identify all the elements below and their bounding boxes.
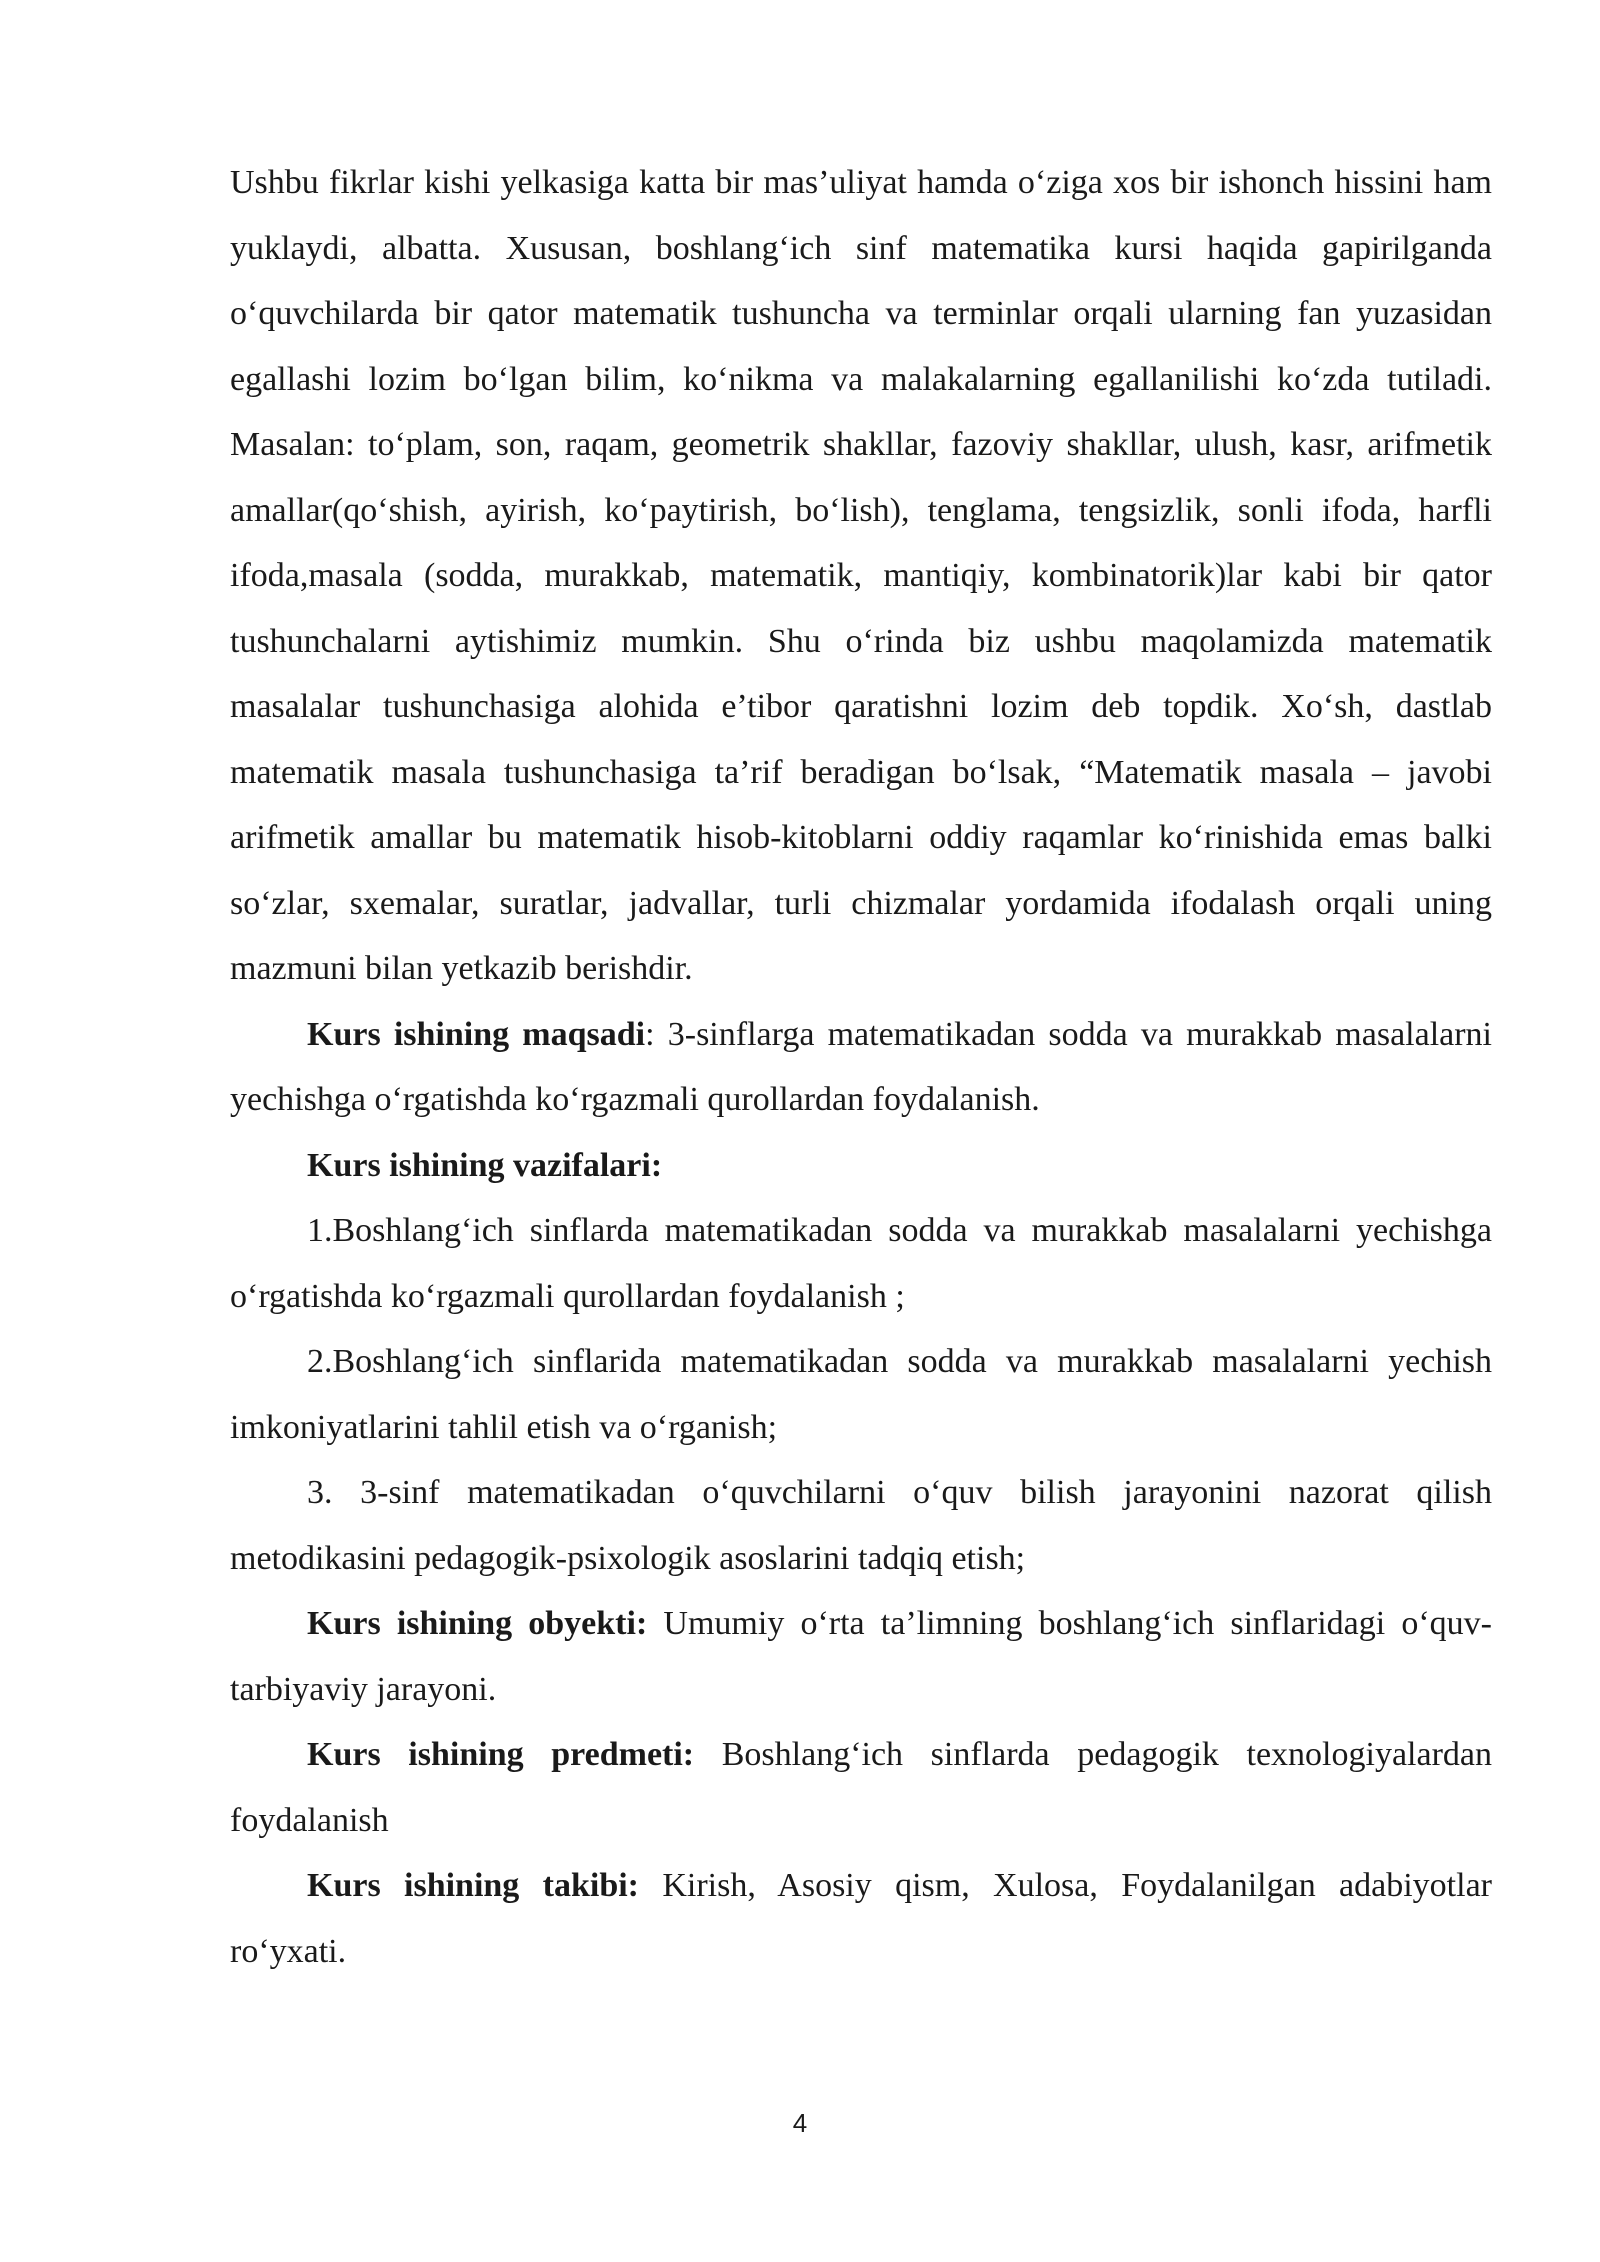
object-label: Kurs ishining obyekti: bbox=[307, 1605, 648, 1642]
structure-text: Kirish, Asosiy qism, Xulosa, Foydalanilgan adabiyotlar ro‘yxati. bbox=[230, 1867, 1492, 1970]
goal-paragraph bbox=[230, 1002, 1492, 1133]
tasks-heading-paragraph bbox=[230, 1133, 1492, 1199]
subject-text: Boshlang‘ich sinflarda pedagogik texnologiyalardan foydalanish bbox=[230, 1736, 1492, 1839]
goal-text: : 3-sinflarga matematikadan sodda va murakkab masalalarni yechishga o‘rgatishda ko‘rgazmali qurollardan foydalanish. bbox=[230, 1015, 1493, 1118]
intro-paragraph: Ushbu fikrlar kishi yelkasiga katta bir mas’uliyat hamda o‘ziga xos bir ishonch hissini ham yuklaydi, albatta. Xususan, boshlang‘ich sinf matematika kursi haqida gapirilganda o‘quvchilarda bir qator matematik tushuncha va terminlar orqali ularning fan yuzasidan egallashi lozim bo‘lgan bilim, ko‘nikma va malakalarning egallanilishi ko‘zda tutiladi. Masalan: to‘plam, son, raqam, geometrik shakllar, fazoviy shakllar, ulush, kasr, arifmetik amallar(qo‘shish, ayirish, ko‘paytirish, bo‘lish), tenglama, tengsizlik, sonli ifoda, harfli ifoda,masala (sodda, murakkab, matematik, mantiqiy, kombinatorik)lar kabi bir qator tushunchalarni aytishimiz mumkin. Shu o‘rinda biz ushbu maqolamizda matematik masalalar tushunchasiga alohida e’tibor qaratishni lozim deb topdik. Xo‘sh, dastlab matematik masala tushunchasiga ta’rif beradigan bo‘lsak, “Matematik masala – javobi arifmetik amallar bu matematik hisob-kitoblarni oddiy raqamlar ko‘rinishida emas balki so‘zlar, sxemalar, suratlar, jadvallar, turli chizmalar yordamida ifodalash orqali uning mazmuni bilan yetkazib berishdir. bbox=[230, 164, 1492, 987]
task-item-3: 3. 3-sinf matematikadan o‘quvchilarni o‘quv bilish jarayonini nazorat qilish metodikasini pedagogik-psixologik asoslarini tadqiq etish; bbox=[230, 1474, 1492, 1577]
page-number: 4 bbox=[792, 2108, 808, 2138]
structure-paragraph bbox=[230, 1853, 1492, 1984]
subject-label: Kurs ishining predmeti: bbox=[307, 1736, 695, 1773]
object-paragraph bbox=[230, 1591, 1492, 1722]
structure-label: Kurs ishining takibi: bbox=[307, 1867, 639, 1904]
tasks-label: Kurs ishining vazifalari: bbox=[307, 1146, 663, 1184]
document-page bbox=[230, 150, 1492, 1984]
goal-label: Kurs ishining maqsadi bbox=[307, 1015, 646, 1053]
task-item-2: 2.Boshlang‘ich sinflarida matematikadan sodda va murakkab masalalarni yechish imkoniyatlarini tahlil etish va o‘rganish; bbox=[230, 1343, 1492, 1446]
subject-paragraph bbox=[230, 1722, 1492, 1853]
object-text: Umumiy o‘rta ta’limning boshlang‘ich sinflaridagi o‘quv-tarbiyaviy jarayoni. bbox=[230, 1605, 1492, 1708]
task-item-1: 1.Boshlang‘ich sinflarda matematikadan sodda va murakkab masalalarni yechishga o‘rgatishda ko‘rgazmali qurollardan foydalanish ; bbox=[230, 1212, 1492, 1315]
